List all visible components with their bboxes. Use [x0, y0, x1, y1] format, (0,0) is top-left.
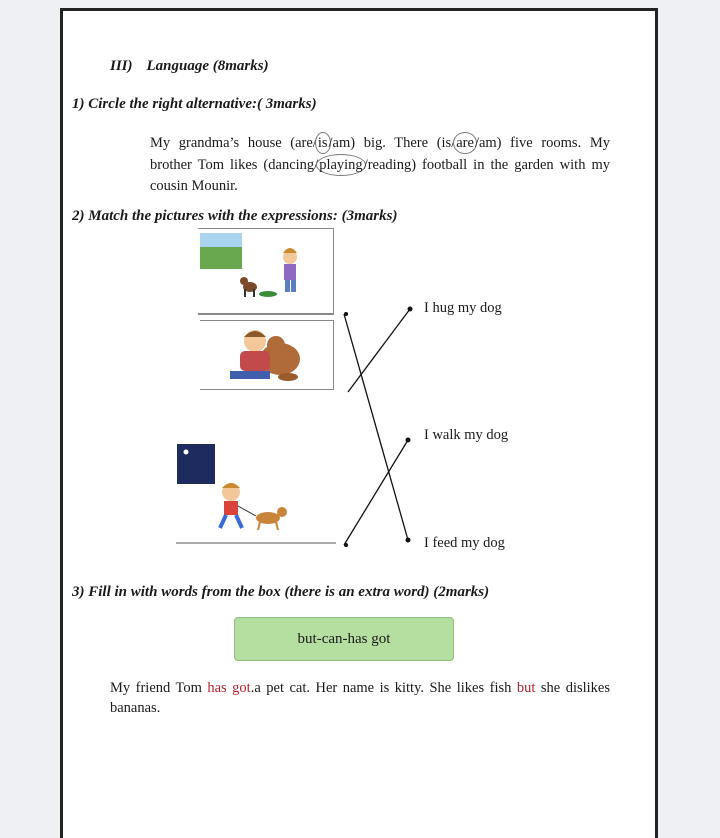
- q1-text-1: My grandma’s house (are/: [150, 135, 317, 151]
- q1-text-4: /reading) football in the garden with my cousin Mounir.: [150, 157, 610, 194]
- expression-hug: I hug my dog: [424, 300, 502, 316]
- q3-text-1: My friend Tom: [110, 680, 208, 696]
- question-3-paragraph: [110, 678, 610, 718]
- question-2-heading: 2) Match the pictures with the expressions: (3marks): [72, 208, 398, 224]
- word-box: but-can-has got: [234, 617, 454, 661]
- q3-answer-1: has got: [207, 680, 251, 696]
- q1-circled-3: playing: [316, 154, 366, 176]
- q3-answer-2: but: [516, 680, 536, 696]
- question-3-heading: 3) Fill in with words from the box (there is an extra word) (2marks): [72, 584, 490, 600]
- q3-text-3: she dislikes bananas.: [110, 680, 611, 716]
- q1-text-2: /am) big. There (is/: [328, 135, 456, 151]
- expression-feed: I feed my dog: [424, 535, 505, 551]
- question-1-heading: 1) Circle the right alternative:( 3marks): [72, 96, 317, 112]
- section-title: Language (8marks): [146, 58, 269, 74]
- q3-text-2: .a pet cat. Her name is kitty. She likes fish: [250, 680, 517, 696]
- section-number: III): [110, 58, 133, 74]
- q1-circled-2: are: [453, 132, 477, 154]
- q1-circled-1: is: [315, 132, 331, 154]
- expression-walk: I walk my dog: [424, 427, 509, 443]
- q1-text-3: /am) five rooms. My brother Tom likes (dancing/: [150, 135, 610, 173]
